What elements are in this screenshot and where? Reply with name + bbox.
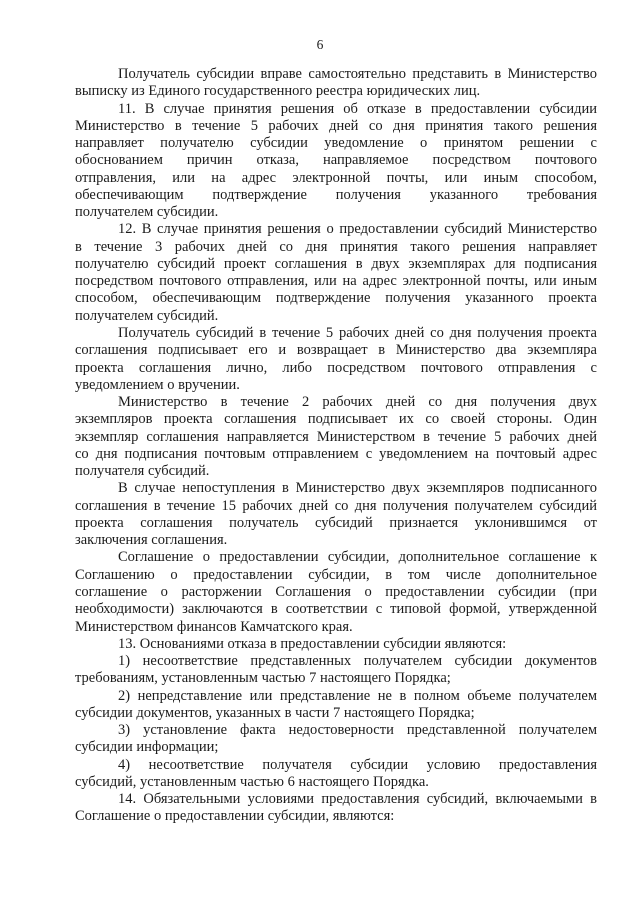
text-line: соглашения подписывает его и возвращает в Министерство два экземпляра xyxy=(75,342,597,359)
document-body xyxy=(75,66,597,826)
text-line: способом, обеспечивающим подтверждение получения указанного проекта xyxy=(75,290,597,307)
text-line: 13. Основаниями отказа в предоставлении субсидии являются: xyxy=(118,635,507,652)
text-line: экземпляров проекта соглашения подписывает их со своей стороны. Один xyxy=(75,411,597,428)
text-line: обеспечивающим подтверждение получения указанного требования xyxy=(75,186,597,203)
text-line: 2) непредставление или представление не в полном объеме получателем xyxy=(118,687,597,704)
text-line: субсидий, установленным частью 6 настоящего Порядка. xyxy=(75,773,429,790)
text-line: в течение 3 рабочих дней со дня принятия такого решения направляет xyxy=(75,238,597,255)
text-line: Получатель субсидии вправе самостоятельно представить в Министерство xyxy=(118,66,597,82)
paragraph xyxy=(75,101,597,222)
paragraph xyxy=(75,653,597,688)
paragraph xyxy=(75,688,597,723)
paragraph xyxy=(75,636,597,653)
text-line: 11. В случае принятия решения об отказе в предоставлении субсидии xyxy=(118,100,597,117)
text-line: Министерством финансов Камчатского края. xyxy=(75,618,353,635)
text-line: Соглашение о предоставлении субсидии, являются: xyxy=(75,808,395,825)
text-line: 3) установление факта недостоверности представленной получателем xyxy=(118,722,597,739)
text-line: обоснованием причин отказа, направляемое посредством почтового xyxy=(75,152,597,169)
text-line: Министерство в течение 2 рабочих дней со дня получения двух xyxy=(118,394,597,411)
text-line: проекта соглашения получатель субсидий признается уклонившимся от xyxy=(75,514,597,531)
paragraph xyxy=(75,791,597,826)
text-line: 12. В случае принятия решения о предоставлении субсидий Министерство xyxy=(118,221,597,238)
text-line: Соглашение о предоставлении субсидии, дополнительное соглашение к xyxy=(118,549,597,566)
text-line: направляет получателю субсидии уведомление о принятом решении с xyxy=(75,135,597,152)
paragraph xyxy=(75,757,597,792)
paragraph xyxy=(75,722,597,757)
paragraph xyxy=(75,325,597,394)
text-line: 1) несоответствие представленных получателем субсидии документов xyxy=(118,653,597,670)
paragraph xyxy=(75,66,597,101)
text-line: Министерство в течение 5 рабочих дней со дня принятия такого решения xyxy=(75,117,597,134)
paragraph xyxy=(75,221,597,325)
text-line: отправления, или на адрес электронной почты, или иным способом, xyxy=(75,169,597,186)
text-line: выписку из Единого государственного реестра юридических лиц. xyxy=(75,83,481,100)
text-line: посредством почтового отправления, или на адрес электронной почты, или иным xyxy=(75,273,597,290)
text-line: требованиям, установленным частью 7 настоящего Порядка; xyxy=(75,670,451,687)
paragraph xyxy=(75,394,597,480)
text-line: соглашения в течение 15 рабочих дней со дня получения получателем субсидий xyxy=(75,497,597,514)
text-line: получателем субсидии. xyxy=(75,204,219,221)
text-line: уведомлением о вручении. xyxy=(75,376,240,393)
text-line: получателем субсидий. xyxy=(75,307,219,324)
text-line: получателя субсидий. xyxy=(75,463,210,480)
text-line: заключения соглашения. xyxy=(75,532,228,549)
page-number: 6 xyxy=(316,37,324,52)
text-line: со дня подписания почтовым отправлением с уведомлением на почтовый адрес xyxy=(75,445,597,462)
text-line: Соглашению о предоставлении субсидии, в том числе дополнительное xyxy=(75,566,597,583)
text-line: В случае непоступления в Министерство двух экземпляров подписанного xyxy=(118,480,597,497)
text-line: Получатель субсидий в течение 5 рабочих дней со дня получения проекта xyxy=(118,324,597,341)
paragraph xyxy=(75,549,597,635)
text-line: 4) несоответствие получателя субсидии условию предоставления xyxy=(118,756,597,773)
text-line: получателю субсидий проект соглашения в двух экземплярах для подписания xyxy=(75,255,597,272)
text-line: субсидии информации; xyxy=(75,739,219,756)
paragraph xyxy=(75,480,597,549)
text-line: 14. Обязательными условиями предоставления субсидий, включаемыми в xyxy=(118,791,597,808)
text-line: соглашение о расторжении Соглашения о предоставлении субсидии (при xyxy=(75,583,597,600)
text-line: проекта соглашения лично, либо посредством почтового отправления с xyxy=(75,359,597,376)
text-line: субсидии документов, указанных в части 7 настоящего Порядка; xyxy=(75,704,475,721)
text-line: необходимости) заключаются в соответствии с типовой формой, утвержденной xyxy=(75,601,597,618)
text-line: экземпляр соглашения направляется Министерством в течение 5 рабочих дней xyxy=(75,428,597,445)
